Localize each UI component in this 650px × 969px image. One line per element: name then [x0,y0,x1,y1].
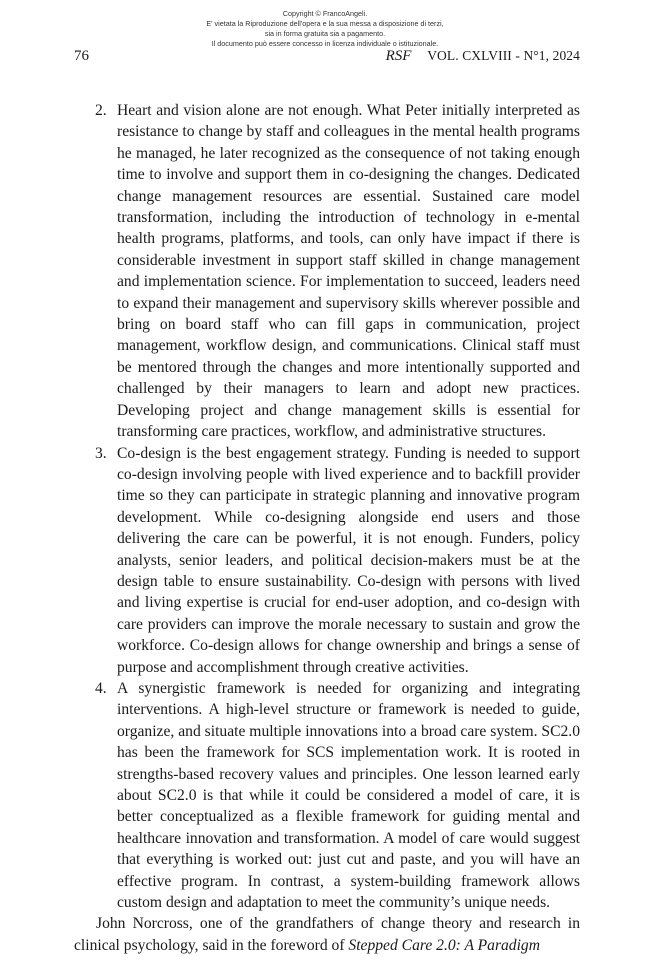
list-item-text: A synergistic framework is needed for organizing and integrating interventions. A high-level structure or framework is needed to guide, organize, and situate multiple innovations into a broad care system. SC2.0 has been the framework for SCS implementation work. It is rooted in strengths-based recovery values and principles. One lesson learned early about SC2.0 is that while it could be considered a model of care, it is better conceptualized as a flexible framework for guiding mental and healthcare innovation and transformation. A model of care would suggest that everything is worked out: just cut and paste, and you will have an effective program. In contrast, a system-building framework allows custom design and adaptation to meet the community’s unique needs. [117,679,580,912]
list-item [74,443,580,678]
list-item-number: 2. [95,102,107,119]
copyright-line: sia in forma gratuita sia a pagamento. [264,29,386,38]
closing-paragraph [74,913,580,956]
page-number: 76 [74,48,89,64]
copyright-line: E' vietata la Riproduzione dell'opera e la sua messa a disposizione di terzi, [206,19,444,28]
copyright-line: Copyright © FrancoAngeli. [282,9,368,18]
journal-abbrev: RSF [385,48,412,64]
volume-info: VOL. CXLVIII - N°1, 2024 [427,48,580,63]
copyright-notice [0,9,650,49]
list-item-number: 4. [95,679,107,697]
body-text [74,100,580,956]
book-title: Stepped Care 2.0: A Paradigm [348,936,540,954]
closing-text: John Norcross, one of the grandfathers of change theory and research in clinical psychology, said in the foreword of [74,915,580,954]
list-item-text: Heart and vision alone are not enough. What Peter initially interpreted as resistance to change by staff and colleagues in the mental health programs he managed, he later recognized as the consequence of not taking enough time to involve and support them in co-designing the changes. Dedicated change management resources are essential. Sustained care model transformation, including the introduction of technology in e-mental health programs, platforms, and tools, can only have impact if there is considerable investment in support staff skilled in change management and implementation science. For implementation to succeed, leaders need to expand their management and supervisory skills wherever possible and bring on board staff who can fill gaps in communication, project management, workflow design, and communications. Clinical staff must be mentored through the changes and more intentionally supported and challenged by their managers to learn and adopt new practices. Developing project and change management skills is essential for transforming care practices, workflow, and administrative structures. [117,102,580,441]
list-item [74,678,580,913]
list-item-number: 3. [95,444,107,462]
running-head [386,48,580,65]
list-item [74,100,580,443]
list-item-text: Co-design is the best engagement strategy. Funding is needed to support co-design involving people with lived experience and to backfill provider time so they can participate in strategic planning and innovative program development. While co-designing alongside end users and those delivering the care can be powerful, it is not enough. Funders, policy analysts, senior leaders, and political decision-makers must be at the design table to ensure sustainability. Co-design with persons with lived and living expertise is crucial for end-user adoption, and co-design with care providers can improve the morale necessary to sustain and grow the workforce. Co-design allows for change ownership and brings a sense of purpose and accomplishment through creative activities. [117,444,580,676]
copyright-line: Il documento può essere concesso in licenza individuale o istituzionale. [211,39,439,48]
